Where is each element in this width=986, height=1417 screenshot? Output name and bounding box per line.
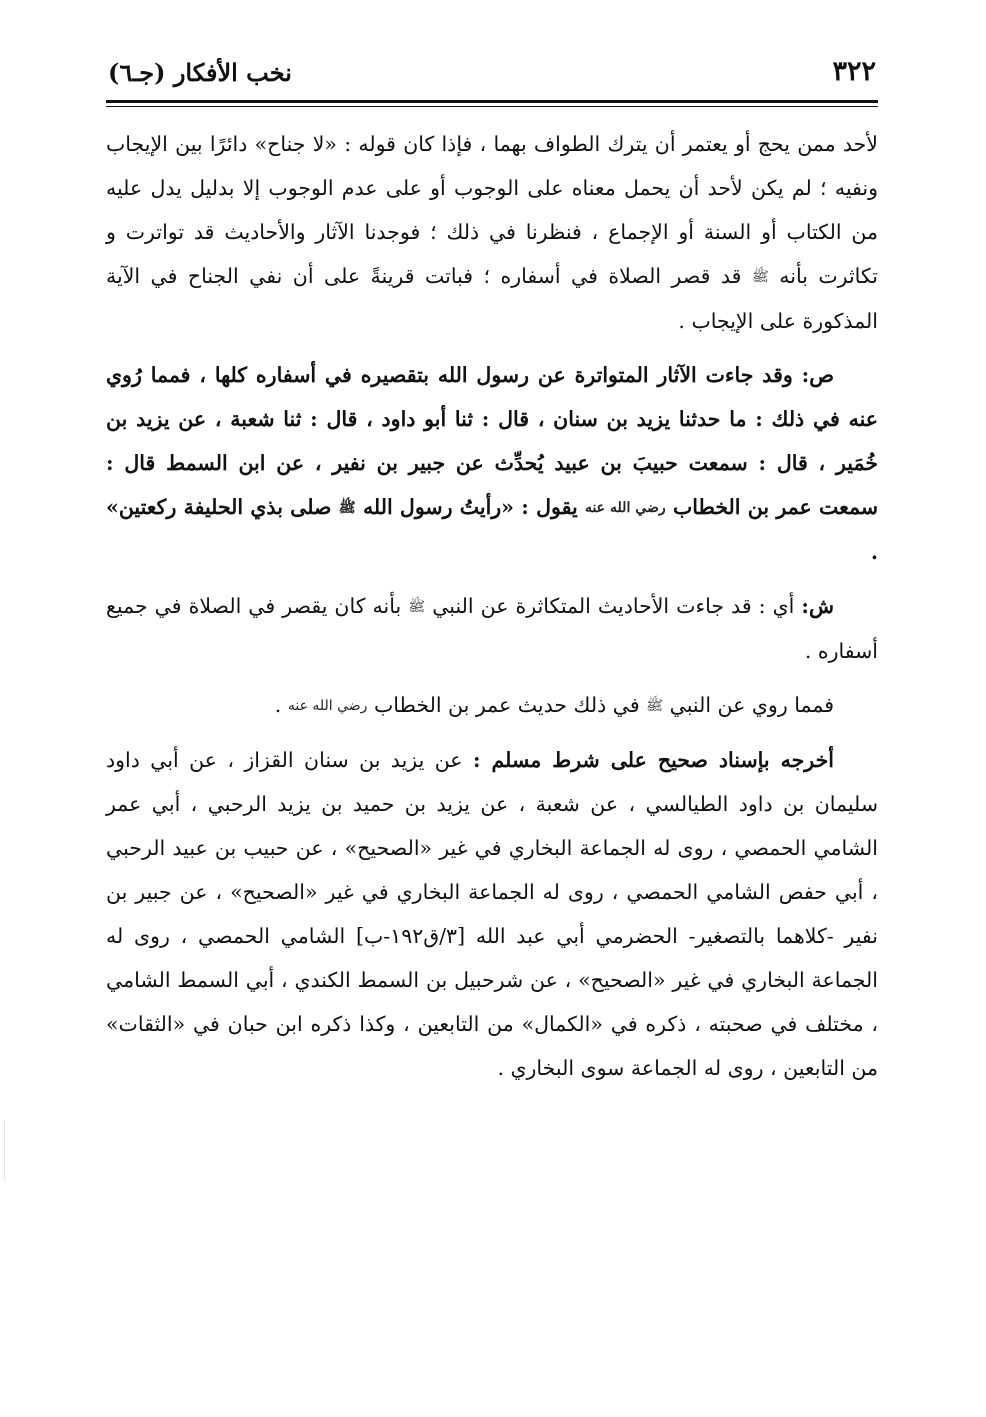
shin-marker: ش: <box>801 594 834 618</box>
paragraph-3-sharh <box>106 584 878 673</box>
page-number: ٣٢٢ <box>832 56 876 87</box>
takhrij-lead: أخرجه بإسناد صحيح على شرط مسلم : <box>472 748 834 772</box>
paragraph-3-text-a: أي : قد جاءت الأحاديث المتكاثرة عن النبي <box>432 594 795 618</box>
paragraph-1-end: قد قصر الصلاة في أسفاره ؛ فباتت قرينةً على أن نفي الجناح في الآية المذكورة على الإيجاب . <box>106 264 878 333</box>
paragraph-2-text-b: يقول : «رأيتُ رسول الله <box>362 495 578 519</box>
page-header <box>108 52 876 102</box>
header-rule <box>106 100 878 103</box>
companion-honorific: رضي الله عنه <box>287 698 368 714</box>
paragraph-1 <box>106 122 878 343</box>
paragraph-1-text: لأحد ممن يحج أو يعتمر أن يترك الطواف بهما ، فإذا كان قوله : «لا جناح» دائرًا بين الإيجاب ونفيه ؛ لم يكن لأحد أن يحمل معناه على الوجوب أو على عدم الوجوب إلا بدليل يدل عليه من الكتاب أو السنة أو الإجماع ، فنظرنا في ذلك ؛ فوجدنا الآثار والأحاديث قد تواترت و تكاثرت بأنه <box>106 132 878 288</box>
header-rule-thin <box>106 106 878 107</box>
prophet-honorific: ﷺ <box>408 599 426 615</box>
paragraph-2-matn <box>106 353 878 574</box>
paragraph-5-text: عن يزيد بن سنان القزاز ، عن أبي داود سليمان بن داود الطيالسي ، عن شعبة ، عن يزيد بن حميد بن يزيد الرحبي ، أبي عمر الشامي الحمصي ، روى له الجماعة البخاري في غير «الصحيح» ، عن حبيب بن عبيد الرحبي ، أبي حفص الشامي الحمصي ، روى له الجماعة البخاري في غير «الصحيح» ، عن جبير بن نفير -كلاهما بالتصغير- الحضرمي أبي عبد الله [٣/ق١٩٢-ب] الشامي الحمصي ، روى له الجماعة البخاري في غير «الصحيح» ، عن شرحبيل بن السمط الكندي ، أبي السمط الشامي ، مختلف في صحبته ، ذكره في «الكمال» من التابعين ، وكذا ذكره ابن حبان في «الثقات» من التابعين ، روى له الجماعة سوى البخاري . <box>106 748 879 1080</box>
paragraph-5-takhrij <box>106 738 878 1090</box>
paragraph-2-text-a: وقد جاءت الآثار المتواترة عن رسول الله بتقصيره في أسفاره كلها ، فمما رُوي عنه في ذلك : ما حدثنا يزيد بن سنان ، قال : ثنا أبو داود ، قال : ثنا شعبة ، عن يزيد بن خُمَير ، قال : سمعت حبيبَ بن عبيد يُحدِّث عن جبير بن نفير ، عن ابن السمط قال : سمعت عمر بن الخطاب <box>106 363 879 519</box>
paragraph-3-text-b: بأنه كان يقصر في الصلاة في جميع أسفاره . <box>106 594 878 663</box>
paragraph-4-text-b: في ذلك حديث عمر بن الخطاب <box>373 693 640 717</box>
sad-marker: ص: <box>801 363 834 387</box>
prophet-honorific: ﷺ <box>751 269 769 285</box>
paragraph-2-text-c: صلى بذي الحليفة ركعتين» . <box>106 495 878 564</box>
scan-margin-mark <box>4 1120 5 1180</box>
companion-honorific: رضي الله عنه <box>584 500 666 516</box>
book-title: نخب الأفكار (جـ٦) <box>108 58 292 87</box>
paragraph-4-text-a: فمما روي عن النبي <box>669 693 834 717</box>
paragraph-4-text-c: . <box>274 693 282 717</box>
body-text <box>106 122 878 1090</box>
paragraph-4 <box>106 683 878 728</box>
prophet-honorific: ﷺ <box>338 500 356 516</box>
prophet-honorific: ﷺ <box>646 698 664 714</box>
